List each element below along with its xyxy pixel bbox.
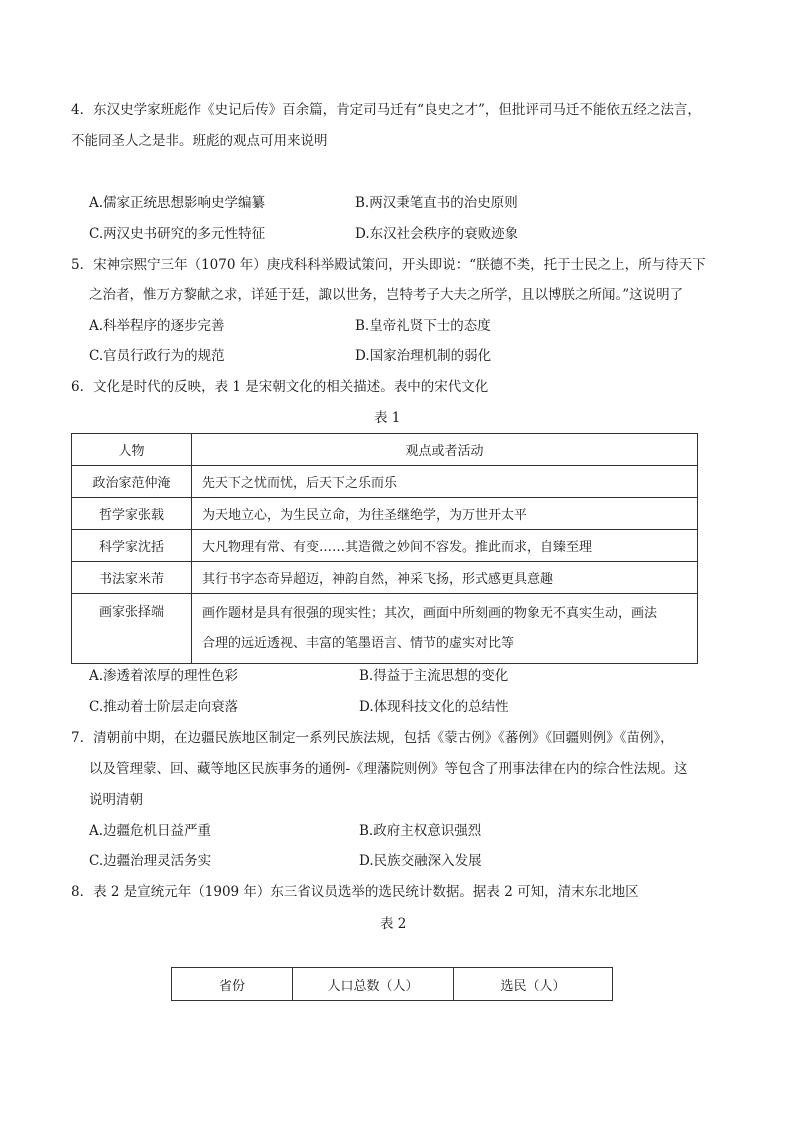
q7-option-a[interactable]: A.边疆危机日益严重 (89, 823, 212, 839)
table-row (72, 530, 698, 562)
table-row (72, 466, 698, 498)
q5-option-a[interactable]: A.科举程序的逐步完善 (89, 318, 225, 334)
table1-caption: 表 1 (374, 410, 401, 426)
q5-option-b[interactable]: B.皇帝礼贤下士的态度 (355, 318, 491, 334)
q7-option-d[interactable]: D.民族交融深入发展 (359, 853, 482, 869)
q6-option-a[interactable]: A.渗透着浓厚的理性色彩 (89, 668, 239, 684)
q7-stem-line3: 说明清朝 (89, 792, 143, 808)
table1-activity: 其行书字态奇异超迈，神韵自然，神采飞扬，形式感更具意趣 (192, 562, 698, 594)
table1-activity-line1: 画作题材是具有很强的现实性；其次，画面中所刻画的物象无不真实生动，画法 (202, 605, 658, 621)
table2-header-row (172, 968, 613, 1001)
table-row (72, 594, 698, 664)
q6-option-b[interactable]: B.得益于主流思想的变化 (359, 668, 509, 684)
q7-stem-line1: 7．清朝前中期，在边疆民族地区制定一系列民族法规，包括《蒙古例》《蕃例》《回疆则例》《苗例》， (71, 730, 674, 746)
table1-header-activity: 观点或者活动 (192, 434, 698, 466)
q7-stem-line2: 以及管理蒙、回、藏等地区民族事务的通例-《理藩院则例》等包含了刑事法律在内的综合性法规。这 (89, 761, 688, 777)
table2-header-province: 省份 (172, 968, 293, 1001)
table1-header-person: 人物 (72, 434, 192, 466)
table2-caption: 表 2 (380, 916, 407, 932)
q4-option-c[interactable]: C.两汉史书研究的多元性特征 (89, 226, 266, 242)
q6-stem-line1: 6．文化是时代的反映，表 1 是宋朝文化的相关描述。表中的宋代文化 (71, 379, 489, 395)
table1-person: 画家张择端 (72, 594, 192, 664)
table2-header-voters: 选民（人） (454, 968, 613, 1001)
table1-activity-multiline (192, 594, 698, 664)
q4-option-d[interactable]: D.东汉社会秩序的衰败迹象 (355, 226, 519, 242)
table1-person: 书法家米芾 (72, 562, 192, 594)
table1-activity: 为天地立心，为生民立命，为往圣继绝学，为万世开太平 (192, 498, 698, 530)
table1 (71, 433, 698, 664)
q6-option-d[interactable]: D.体现科技文化的总结性 (359, 699, 509, 715)
q4-stem-line1: 4．东汉史学家班彪作《史记后传》百余篇，肯定司马迁有“良史之才”，但批评司马迁不能依五经之法言， (71, 102, 701, 118)
table1-person: 政治家范仲淹 (72, 466, 192, 498)
table1-activity-line2: 合理的远近透视、丰富的笔墨语言、情节的虚实对比等 (202, 635, 515, 651)
q7-option-b[interactable]: B.政府主权意识强烈 (359, 823, 482, 839)
q7-option-c[interactable]: C.边疆治理灵活务实 (89, 853, 212, 869)
q5-stem-line1: 5．宋神宗熙宁三年（1070 年）庚戌科科举殿试策问，开头即说：“朕德不类，托于士民之上，所与待天下 (71, 257, 706, 273)
table1-person: 科学家沈括 (72, 530, 192, 562)
q6-option-c[interactable]: C.推动着士阶层走向衰落 (89, 699, 239, 715)
q8-stem-line1: 8．表 2 是宣统元年（1909 年）东三省议员选举的选民统计数据。据表 2 可知，清末东北地区 (71, 884, 639, 900)
table-row (72, 562, 698, 594)
q4-option-a[interactable]: A.儒家正统思想影响史学编纂 (89, 195, 266, 211)
table1-header-row (72, 434, 698, 466)
table1-person: 哲学家张载 (72, 498, 192, 530)
q4-option-b[interactable]: B.两汉秉笔直书的治史原则 (355, 195, 518, 211)
table2 (171, 967, 613, 1001)
table1-activity: 大凡物理有常、有变……其造微之妙间不容发。推此而求，自臻至理 (192, 530, 698, 562)
q4-stem-line2: 不能同圣人之是非。班彪的观点可用来说明 (71, 133, 328, 149)
table-row (72, 498, 698, 530)
q5-option-d[interactable]: D.国家治理机制的弱化 (355, 348, 492, 364)
q5-stem-line2: 之治者，惟万方黎献之求，详延于廷，諏以世务，岂特考子大夫之所学，且以博朕之所闻。”这说明了 (89, 287, 684, 303)
q5-option-c[interactable]: C.官员行政行为的规范 (89, 348, 225, 364)
table2-header-population: 人口总数（人） (293, 968, 454, 1001)
table1-activity: 先天下之忧而忧，后天下之乐而乐 (192, 466, 698, 498)
